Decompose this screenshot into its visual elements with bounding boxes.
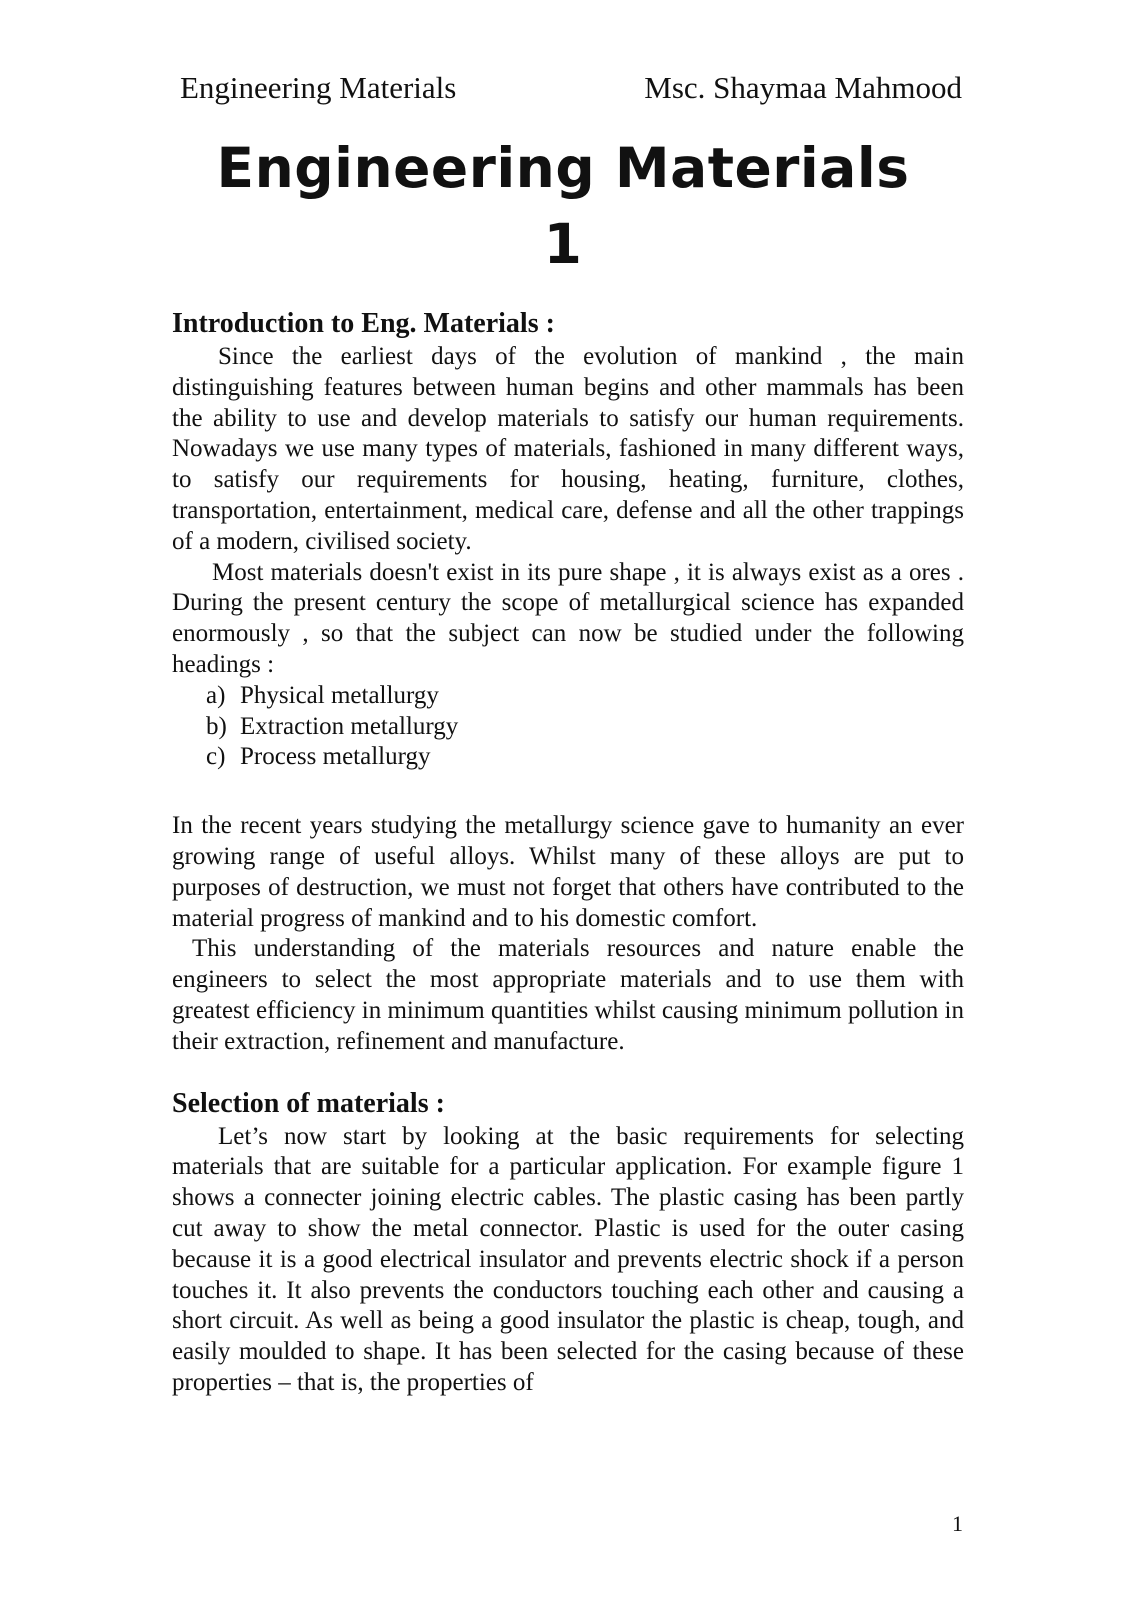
intro-paragraph-3: In the recent years studying the metallurgy science gave to humanity an ever growing range of useful alloys. Whilst many of these alloys are put to purposes of destruction, we must not forget that others have contributed to the material progress of mankind and to his domestic comfort. xyxy=(172,812,964,932)
intro-paragraph-4: This understanding of the materials resources and nature enable the engineers to select the most appropriate materials and to use them with greatest efficiency in minimum quantities whilst causing minimum pollution in their extraction, refinement and manufacture. xyxy=(172,935,964,1055)
list-item-marker: b) xyxy=(206,712,227,740)
list-item-text: Extraction metallurgy xyxy=(240,712,459,740)
page-number: 1 xyxy=(952,1511,963,1536)
section-spacer xyxy=(172,1058,964,1086)
document-body xyxy=(172,306,964,1399)
list-item-marker: a) xyxy=(206,681,226,709)
list-item xyxy=(172,681,964,712)
document-title-line1: Engineering Materials xyxy=(216,136,910,200)
document-title xyxy=(168,130,958,282)
intro-paragraph-1: Since the earliest days of the evolution of mankind , the main distinguishing features between human begins and other mammals has been the ability to use and develop materials to satisfy our human requirements. Nowadays we use many types of materials, fashioned in many different ways, to satisfy our requirements for housing, heating, furniture, clothes, transportation, entertainment, medical care, defense and all the other trappings of a modern, civilised society. xyxy=(172,343,964,555)
header-course-title: Engineering Materials xyxy=(180,70,457,105)
list-item-marker: c) xyxy=(206,743,226,771)
list-item xyxy=(172,712,964,743)
header-author: Msc. Shaymaa Mahmood xyxy=(644,70,962,105)
list-item-text: Physical metallurgy xyxy=(240,681,439,709)
list-item xyxy=(172,742,964,773)
selection-paragraph-1: Let’s now start by looking at the basic requirements for selecting materials that are suitable for a particular application. For example figure 1 shows a connecter joining electric cables. The plastic casing has been partly cut away to show the metal connector. Plastic is used for the outer casing because it is a good electrical insulator and prevents electric shock if a person touches it. It also prevents the conductors touching each other and causing a short circuit. As well as being a good insulator the plastic is cheap, tough, and easily moulded to shape. It has been selected for the casing because of these properties – that is, the properties of xyxy=(172,1122,964,1396)
selection-heading: Selection of materials : xyxy=(172,1087,445,1119)
intro-paragraph-2: Most materials doesn't exist in its pure shape , it is always exist as a ores . During the present century the scope of metallurgical science has expanded enormously , so that the subject can now be studied under the following headings : xyxy=(172,558,964,678)
headings-list xyxy=(172,681,964,773)
list-item-text: Process metallurgy xyxy=(240,743,431,771)
document-title-number: 1 xyxy=(543,212,583,276)
running-header xyxy=(180,66,962,110)
intro-heading: Introduction to Eng. Materials : xyxy=(172,308,555,339)
paragraph-spacer xyxy=(172,773,964,811)
